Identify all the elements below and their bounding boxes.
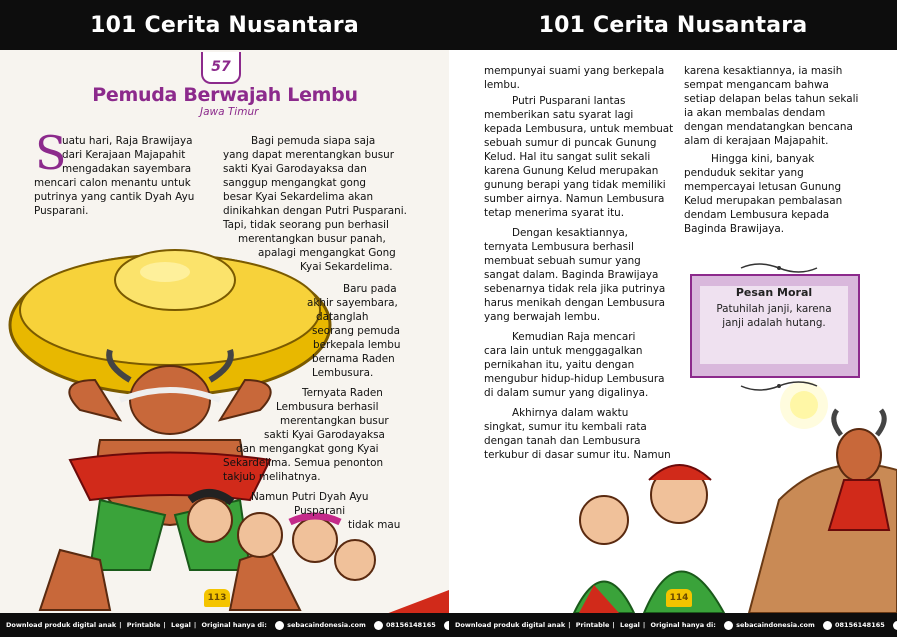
right-page [449, 0, 897, 637]
moral-text [684, 302, 864, 331]
text-line: dan mengangkat gong Kyai [236, 443, 379, 455]
footer-separator: | [163, 621, 166, 629]
story-region: Jawa Timur [200, 106, 259, 118]
text-line: alam di kerajaan Majapahit. [684, 135, 829, 147]
text-line: Lembusura. [312, 367, 374, 379]
text-line: Bagi pemuda siapa saja [251, 135, 376, 147]
text-line: harus menikah dengan Lembusura [484, 297, 665, 309]
text-line: datanglah [316, 311, 369, 323]
text-line: berkepala lembu [313, 339, 401, 351]
footer-site: sebacaindonesia.com [736, 621, 815, 629]
moral-box [684, 262, 868, 394]
text-line: uatu hari, Raja Brawijaya [62, 135, 193, 147]
footer-text: Printable [575, 621, 610, 629]
text-line: lembu. [484, 79, 520, 91]
text-line: singkat, sumur itu kembali rata [484, 421, 647, 433]
footer-text: Printable [126, 621, 161, 629]
text-line: Lembusura berhasil [276, 401, 379, 413]
text-line: sebenarnya tidak rela jika putrinya [484, 283, 666, 295]
ornament-top-icon [739, 262, 819, 274]
footer-text: Download produk digital anak [455, 621, 566, 629]
text-line: penduduk sekitar yang [684, 167, 804, 179]
text-line: merentangkan busur panah, [238, 233, 386, 245]
footer-text: Original hanya di: [201, 621, 267, 629]
text-line: merentangkan busur [280, 415, 389, 427]
text-line: mempunyai suami yang berkepala [484, 65, 665, 77]
text-line: Pusparani [294, 505, 346, 517]
text-line: mencari calon menantu untuk [34, 177, 191, 189]
text-line: Tapi, tidak seorang pun berhasil [223, 219, 389, 231]
footer-text: Legal [620, 621, 640, 629]
footer-separator: | [642, 621, 646, 629]
text-line: besar Kyai Sekardelima akan [223, 191, 374, 203]
text-line: takjub melihatnya. [223, 471, 321, 483]
text-line: apalagi mengangkat Gong [258, 247, 396, 259]
text-line: Kelud merupakan pembalasan [684, 195, 843, 207]
text-line: seorang pemuda [312, 325, 400, 337]
text-line: Sekardelima. Semua penonton [223, 457, 384, 469]
footer-phone: 08156148165 [835, 621, 885, 629]
footer-text: Original hanya di: [650, 621, 716, 629]
text-line: yang dapat merentangkan busur [223, 149, 395, 161]
text-line: dendam Lembusura kepada [684, 209, 830, 221]
text-line: setiap delapan belas tahun sekali [684, 93, 859, 105]
text-line: gunung berapi yang tidak memiliki [484, 179, 666, 191]
text-line: akhir sayembara, [307, 297, 398, 309]
text-line: cara lain untuk menggagalkan [484, 345, 643, 357]
text-line: mengadakan sayembara [62, 163, 192, 175]
text-line: sangat dalam. Baginda Brawijaya [484, 269, 659, 281]
globe-icon [275, 621, 284, 630]
dropcap: S [35, 126, 67, 180]
footer-site: sebacaindonesia.com [287, 621, 366, 629]
text-line: membuat sebuah sumur yang [484, 255, 641, 267]
moral-title: Pesan Moral [735, 286, 813, 299]
text-line: dengan mendatangkan bencana [684, 121, 853, 133]
text-line: di dalam sumur yang digalinya. [484, 387, 649, 399]
social-icon [893, 621, 897, 630]
text-line: kepada Lembusura, untuk membuat [484, 123, 674, 135]
text-line: Baru pada [343, 283, 397, 295]
text-line: Kyai Sekardelima. [300, 261, 393, 273]
text-line: putrinya yang cantik Dyah Ayu [34, 191, 195, 203]
text-line: ia akan membalas dendam [684, 107, 826, 119]
text-line: Ternyata Raden [302, 387, 383, 399]
right-header-title: 101 Cerita Nusantara [538, 13, 808, 38]
footer-text: Legal [171, 621, 191, 629]
story-number: 57 [211, 59, 231, 75]
text-line: memberikan satu syarat lagi [484, 109, 634, 121]
footer-separator: | [193, 621, 197, 629]
text-line: mempercayai letusan Gunung [684, 181, 842, 193]
text-line: Hingga kini, banyak [711, 153, 815, 165]
footer-separator: | [612, 621, 615, 629]
footer-phone: 08156148165 [386, 621, 436, 629]
text-line: yang berwajah lembu. [484, 311, 601, 323]
text-line: Pusparani. [34, 205, 89, 217]
text-line: Kemudian Raja mencari [512, 331, 636, 343]
text-line: Kelud. Hal itu sangat sulit sekali [484, 151, 651, 163]
text-line: Putri Pusparani lantas [512, 95, 626, 107]
right-footer [449, 613, 897, 637]
left-header-title: 101 Cerita Nusantara [90, 13, 359, 38]
text-line: tetap menerima syarat itu. [484, 207, 625, 219]
footer-separator: | [119, 621, 122, 629]
story-number-badge [201, 52, 241, 84]
text-line: dengan tanah dan Lembusura [484, 435, 641, 447]
text-line: terkubur di dasar sumur itu. Namun [484, 449, 671, 461]
text-line: sakti Kyai Garodayaksa [264, 429, 385, 441]
text-line: ternyata Lembusura berhasil [484, 241, 634, 253]
moral-line: janji adalah hutang. [722, 317, 826, 330]
text-line: karena Gunung Kelud merupakan [484, 165, 659, 177]
text-line: sempat mengancam bahwa [684, 79, 829, 91]
text-line: sebuah sumur di puncak Gunung [484, 137, 657, 149]
text-line: dari Kerajaan Majapahit [62, 149, 186, 161]
right-header [449, 0, 897, 50]
page-number-right: 114 [666, 589, 692, 607]
phone-icon [374, 621, 383, 630]
moral-line: Patuhilah janji, karena [716, 303, 832, 315]
text-line: mengubur hidup-hidup Lembusura [484, 373, 665, 385]
text-line: Akhirnya dalam waktu [512, 407, 629, 419]
text-line: Baginda Brawijaya. [684, 223, 785, 235]
story-title: Pemuda Berwajah Lembu [92, 84, 358, 106]
text-line: dinikahkan dengan Putri Pusparani. [223, 205, 407, 217]
text-line: pernikahan itu, yaitu dengan [484, 359, 635, 371]
text-line: Dengan kesaktiannya, [512, 227, 628, 239]
text-line: sanggup mengangkat gong [223, 177, 366, 189]
phone-icon [823, 621, 832, 630]
footer-text: Download produk digital anak [6, 621, 117, 629]
left-header [0, 0, 449, 50]
globe-icon [724, 621, 733, 630]
text-line: tidak mau [348, 519, 401, 531]
footer-separator: | [568, 621, 571, 629]
text-line: karena kesaktiannya, ia masih [684, 65, 843, 77]
page-number-left: 113 [204, 589, 230, 607]
text-line: Namun Putri Dyah Ayu [251, 491, 369, 503]
text-line: sakti Kyai Garodayaksa dan [223, 163, 367, 175]
ornament-bottom-icon [739, 380, 819, 392]
text-line: bernama Raden [312, 353, 395, 365]
text-line: sumber airnya. Namun Lembusura [484, 193, 665, 205]
left-footer [0, 613, 449, 637]
